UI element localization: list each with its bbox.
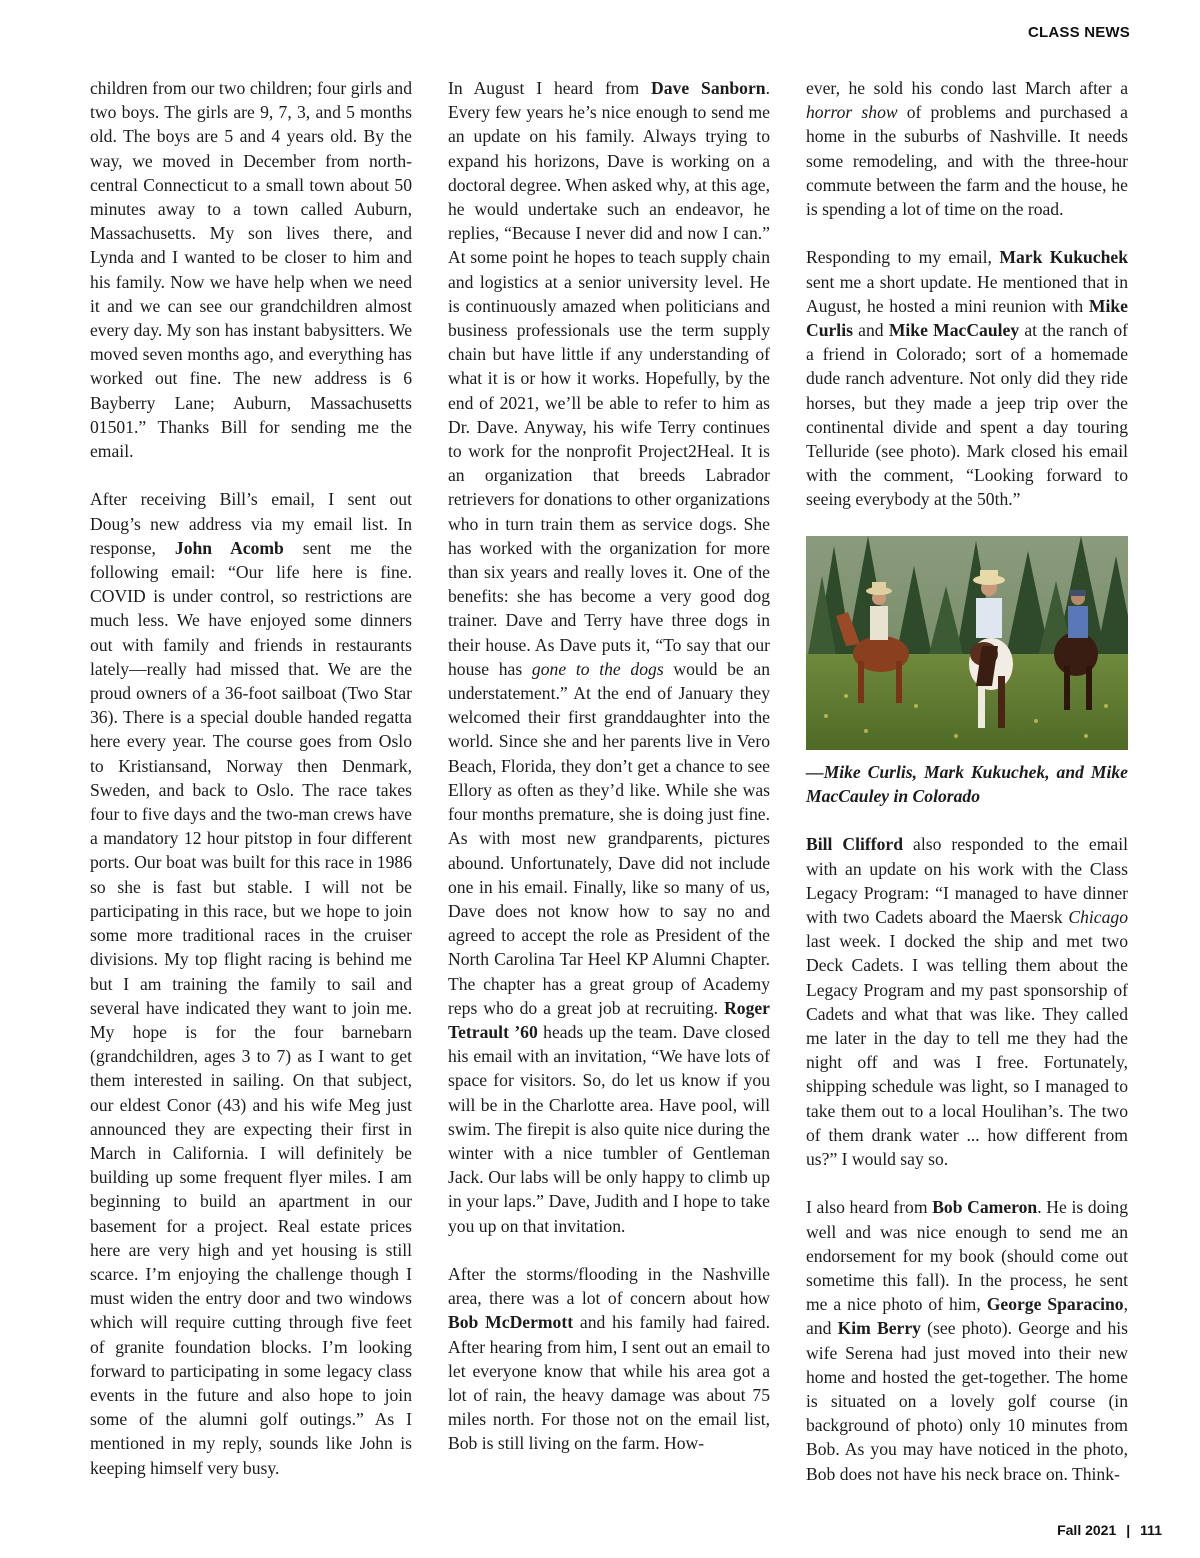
- paragraph-text: sent me a short update. He mentioned that in August, he hosted a mini reunion with: [806, 271, 1128, 316]
- paragraph-text: heads up the team. Dave closed his email with an invitation, “We have lots of space for visitors. So, do let us know if you will be in the Charlotte area. Have pool, will swim. The firepit is also quite nice during the winter with a nice tumbler of Gentleman Jack. Our labs will be only happy to climb up in your laps.” Dave, Judith and I hope to take you up on that invitation.: [448, 1021, 770, 1236]
- person-name: Bill Clifford: [806, 834, 904, 855]
- paragraph: [806, 1195, 1128, 1485]
- paragraph-text: and: [852, 320, 889, 341]
- paragraph-text: , and: [806, 1294, 1128, 1339]
- paragraph-text: sent me the following email: “Our life here is fine. COVID is under control, so restrictions are much less. We have enjoyed some dinners out with family and friends in restaurants lately—really had missed that. We are the proud owners of a 36-foot sailboat (Two Star 36). There is a special double handed regatta here every year. The course goes from Oslo to Kristiansand, Norway then Denmark, Sweden, and back to Oslo. The race takes four to five days and the two-man crews have a mandatory 12 hour pitstop in four different ports. Our boat was built for this race in 1986 so she is fast but stable. I will not be participating in this race, but we hope to join some more traditional races in the cruiser divisions. My top flight racing is behind me but I am training the family to sail and several have indicated they want to join me. My hope is for the four barnebarn (grandchildren, ages 3 to 7) as I want to get them interested in sailing. On that subject, our eldest Conor (43) and his wife Meg just announced they are expecting their first in March in California. I will definitely be building up some frequent flyer miles. I am beginning to build an apartment in our basement for a project. Real estate prices here are very high and yet housing is still scarce. I’m enjoying the challenge though I must widen the entry door and two windows which will require cutting through five feet of granite foundation blocks. I’m looking forward to participating in some legacy class events in the future and also hope to join some of the alumni golf outings.” As I mentioned in my reply, sounds like John is keeping himself very busy.: [90, 537, 413, 1478]
- paragraph-text: . Every few years he’s nice enough to send me an update on his family. Always trying to expand his horizons, Dave is working on a doctoral degree. When asked why, at this age, he would undertake such an endeavor, he replies, “Because I never did and now I can.” At some point he hopes to teach supply chain and logistics at a senior university level. He is continuously amazed when politicians and business professionals use the term supply chain but have little if any understanding of what it is or how it works. Hopefully, by the end of 2021, we’ll be able to refer to him as Dr. Dave. Anyway, his wife Terry continues to work for the nonprofit Project2Heal. It is an organization that breeds Labrador retrievers for donations to other organizations who in turn train them as service dogs. She has worked with the organization for more than six years and really loves it. One of the benefits: she has become a very good dog trainer. Dave and Terry have three dogs in their house. As Dave puts it, “To say that our house has: [448, 78, 770, 679]
- paragraph-text: at the ranch of a friend in Colorado; sort of a homemade dude ranch adventure. Not only did they ride horses, but they made a jeep trip over the continental divide and spent a day touring Telluride (see photo). Mark closed his email with the comment, “Looking forward to seeing everybody at the 50th.”: [806, 320, 1128, 510]
- person-name: Mike Curlis: [806, 295, 1128, 341]
- paragraph: [806, 245, 1128, 511]
- page-number: 111: [1140, 1522, 1162, 1538]
- paragraph: [90, 76, 412, 463]
- person-name: Bob Cameron: [932, 1197, 1038, 1218]
- paragraph-text: would be an understatement.” At the end of January they welcomed their first granddaughter into the world. Since she and her parents live in Vero Beach, Florida, they don’t get a chance to see Ellory as often as they’d like. While she was four months premature, she is doing just fine. As with most new grandparents, pictures abound. Unfortunately, Dave did not include one in his email. Finally, like so many of us, Dave does not know how to say no and agreed to accept the role as President of the North Carolina Tar Heel KP Alumni Chapter. The chapter has a great group of Academy reps who do a great job at recruiting.: [448, 658, 770, 1018]
- paragraph-text: also responded to the email with an update on his work with the Class Legacy Program: “I managed to have dinner with two Cadets aboard the Maersk: [806, 834, 1129, 928]
- italic-text: gone to the dogs: [531, 658, 664, 679]
- paragraph: [806, 76, 1128, 221]
- paragraph: [90, 487, 412, 1479]
- person-name: Kim Berry: [837, 1318, 921, 1339]
- person-name: George Sparacino: [986, 1294, 1124, 1315]
- person-name: Mike MacCauley: [888, 320, 1020, 341]
- section-header: CLASS NEWS: [1027, 24, 1130, 41]
- paragraph-text: . He is doing well and was nice enough to send me an endorsement for my book (should come out sometime this fall). In the process, he sent me a nice photo of him,: [806, 1197, 1128, 1315]
- paragraph-text: After the storms/flooding in the Nashville area, there was a lot of concern about how: [448, 1263, 770, 1309]
- article-column-1: [90, 76, 412, 1504]
- article-column-3: [806, 76, 1128, 1510]
- paragraph-text: After receiving Bill’s email, I sent out Doug’s new address via my email list. In response,: [90, 489, 412, 558]
- footer-separator: |: [1126, 1522, 1131, 1538]
- italic-text: Chicago: [1068, 907, 1128, 928]
- paragraph-text: I also heard from: [806, 1197, 933, 1218]
- person-name: Mark Kukuchek: [999, 247, 1128, 268]
- person-name: John Acomb: [174, 537, 284, 558]
- paragraph-text: In August I heard from: [448, 78, 652, 98]
- paragraph-text: of problems and purchased a home in the suburbs of Nashville. It needs some remodeling, and with the three-hour commute between the farm and the house, he is spending a lot of time on the road.: [806, 102, 1128, 220]
- paragraph-text: ever, he sold his condo last March after a: [806, 78, 1128, 98]
- paragraph-text: last week. I docked the ship and met two Deck Cadets. I was telling them about the Legacy Program and my past sponsorship of Cadets and what that was like. They called me later in the day to tell me they had the night off and was I free. Fortunately, shipping schedule was light, so I managed to take them out to a local Houlihan’s. The two of them drank water ... how different from us?” I would say so.: [806, 931, 1128, 1170]
- paragraph-text: and his family had faired. After hearing from him, I sent out an email to let everyone know that while his area got a lot of rain, the heavy damage was about 75 miles north. For those not on the email list, Bob is still living on the farm. How-: [448, 1312, 770, 1454]
- paragraph-text: children from our two children; four girls and two boys. The girls are 9, 7, 3, and 5 months old. The boys are 5 and 4 years old. By the way, we moved in December from north-central Connecticut to a small town about 50 minutes away to a town called Auburn, Massachusetts. My son lives there, and Lynda and I wanted to be closer to him and his family. Now we have help when we need it and we can see our grandchildren almost every day. My son has instant babysitters. We moved seven months ago, and everything has worked out fine. The new address is 6 Bayberry Lane; Auburn, Massachusetts 01501.” Thanks Bill for sending me the email.: [90, 78, 412, 462]
- horseback-riders-photo: [806, 536, 1128, 750]
- paragraph: [448, 76, 770, 1238]
- italic-text: horror show: [806, 102, 898, 123]
- paragraph-text: (see photo). George and his wife Serena had just moved into their new home and hosted the get-together. The home is situated on a lovely golf course (in background of photo) only 10 minutes from Bob. As you may have noticed in the photo, Bob does not have his neck brace on. Think-: [806, 1318, 1128, 1484]
- person-name: Bob McDermott: [448, 1312, 574, 1333]
- issue-label: Fall 2021: [1057, 1522, 1117, 1538]
- page-footer: [1057, 1522, 1162, 1538]
- photo-caption: —Mike Curlis, Mark Kukuchek, and Mike MacCauley in Colorado: [806, 761, 1128, 807]
- article-column-2: [448, 76, 770, 1480]
- paragraph: [448, 1262, 770, 1456]
- person-name: Dave Sanborn: [651, 78, 766, 98]
- paragraph-text: Responding to my email,: [806, 247, 1000, 268]
- paragraph: [806, 832, 1128, 1171]
- person-name: Roger Tetrault ’60: [448, 997, 770, 1042]
